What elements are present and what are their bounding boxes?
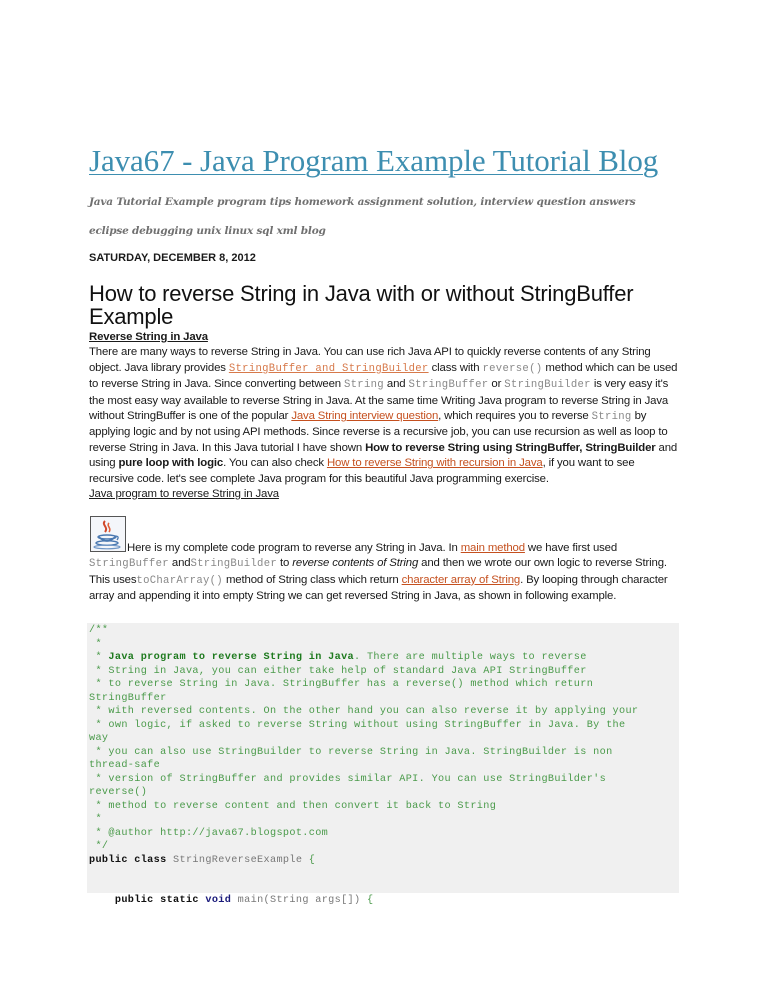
code-line: * own logic, if asked to reverse String without using StringBuffer in Java. By the (89, 719, 626, 731)
text: to (277, 557, 293, 570)
character-array-of-string-link[interactable]: character array of String (401, 573, 521, 586)
reverse-string-recursion-link[interactable]: How to reverse String with recursion in Java (326, 457, 543, 470)
code-line: * to reverse String in Java. StringBuffer has a reverse() method which return (89, 679, 594, 690)
code-keyword: public class (89, 854, 167, 866)
inline-code: toCharArray() (136, 574, 223, 587)
code-line: * version of StringBuffer and provides similar API. You can use StringBuilder's (89, 773, 607, 785)
inline-code: String (343, 379, 384, 392)
italic-text: reverse contents of String (292, 557, 419, 570)
code-line: way (89, 733, 109, 744)
bold-text: How to reverse String using StringBuffer, StringBuilder (365, 441, 656, 454)
text: and (383, 378, 409, 391)
text: or (488, 378, 505, 391)
text: . You can also check (223, 457, 327, 470)
code-blank-line (89, 867, 679, 894)
code-class-declaration (89, 854, 679, 868)
stringbuffer-stringbuilder-link[interactable]: StringBuffer and StringBuilder (228, 362, 429, 375)
inline-code: StringBuffer (89, 558, 169, 571)
text: . By looping through character array and appending it into empty String we can get reversed String in Java, as shown in following example. (89, 573, 668, 603)
code-line: * method to reverse content and then convert it back to String (89, 800, 497, 812)
text: , which requires you to reverse (438, 410, 592, 423)
post-subheading: Reverse String in Java (89, 331, 208, 343)
code-line: * @author http://java67.blogspot.com (89, 827, 329, 839)
code-comment-bold: Java program to reverse String in Java (108, 652, 355, 663)
inline-code: StringBuilder (190, 558, 278, 571)
code-line: * String in Java, you can either take help of standard Java API StringBuffer (89, 665, 587, 677)
code-line: StringBuffer (89, 692, 167, 704)
post-date-header: SATURDAY, DECEMBER 8, 2012 (89, 252, 256, 264)
code-line: */ (89, 841, 109, 852)
blog-title-link[interactable]: Java67 - Java Program Example Tutorial Blog (89, 143, 659, 178)
code-main-declaration (89, 894, 679, 908)
code-text: . There are multiple ways to reverse (354, 652, 587, 663)
code-keyword: public static (114, 895, 199, 906)
main-method-link[interactable]: main method (460, 542, 525, 554)
text: method of String class which return (222, 573, 402, 586)
text: and (168, 557, 191, 570)
post-intro-paragraph (89, 330, 681, 487)
code-keyword-void: void (205, 895, 232, 906)
inline-code: String (591, 411, 632, 424)
text: and using (89, 441, 678, 470)
text: by applying logic and by not using API methods. Since reverse is a recursive job, you can use recursion as well as loop to reverse String in Java. In this Java tutorial I have shown (89, 410, 668, 454)
code-brace: { (366, 895, 374, 906)
java-code-block (87, 623, 679, 906)
code-line: thread-safe (89, 760, 161, 771)
code-line: * (89, 814, 102, 825)
code-brace: { (308, 854, 316, 866)
post-code-intro-paragraph (89, 541, 685, 605)
code-text: * (89, 652, 109, 663)
code-line: reverse() (89, 787, 148, 798)
inline-code: StringBuffer (408, 379, 489, 392)
java-string-interview-question-link[interactable]: Java String interview question (291, 410, 439, 423)
text: is very easy it's the most easy way available to reverse String in Java. At the same time Writing Java program to reverse String in Java without StringBuffer is one of the popular (89, 378, 669, 423)
text: , if you want to see recursive code. let's see complete Java program for this beautiful Java programming exercise. (89, 457, 635, 485)
inline-code: reverse() (482, 362, 543, 375)
code-line: * (89, 638, 102, 650)
text: and then we wrote our own logic to reverse String. This uses (89, 557, 667, 586)
code-line (89, 651, 679, 665)
code-indent (89, 895, 115, 906)
blog-description-line1: Java Tutorial Example program tips homework assignment solution, interview question answers (89, 196, 636, 208)
blog-description-line2: eclipse debugging unix linux sql xml blog (89, 225, 326, 237)
text: we have first used (524, 542, 618, 554)
code-method-signature: main(String args[]) (231, 895, 367, 906)
text: Here is my complete code program to reverse any String in Java. In (127, 542, 461, 554)
inline-code: StringBuilder (504, 379, 591, 392)
code-line: * with reversed contents. On the other hand you can also reverse it by applying your (89, 706, 639, 717)
bold-text: pure loop with logic (118, 457, 224, 470)
text: There are many ways to reverse String in Java. You can use rich Java API to quickly reverse contents of any String object. Java library provides (89, 346, 651, 374)
text: method which can be used to reverse String in Java. Since converting between (89, 361, 678, 391)
java-program-reverse-string-link[interactable]: Java program to reverse String in Java (89, 488, 279, 500)
post-title: How to reverse String in Java with or without StringBuffer Example (89, 281, 634, 329)
text: class with (428, 361, 483, 374)
code-line: /** (89, 625, 109, 636)
code-line: * you can also use StringBuilder to reverse String in Java. StringBuilder is non (89, 746, 613, 758)
code-class-name: StringReverseExample (166, 854, 309, 866)
